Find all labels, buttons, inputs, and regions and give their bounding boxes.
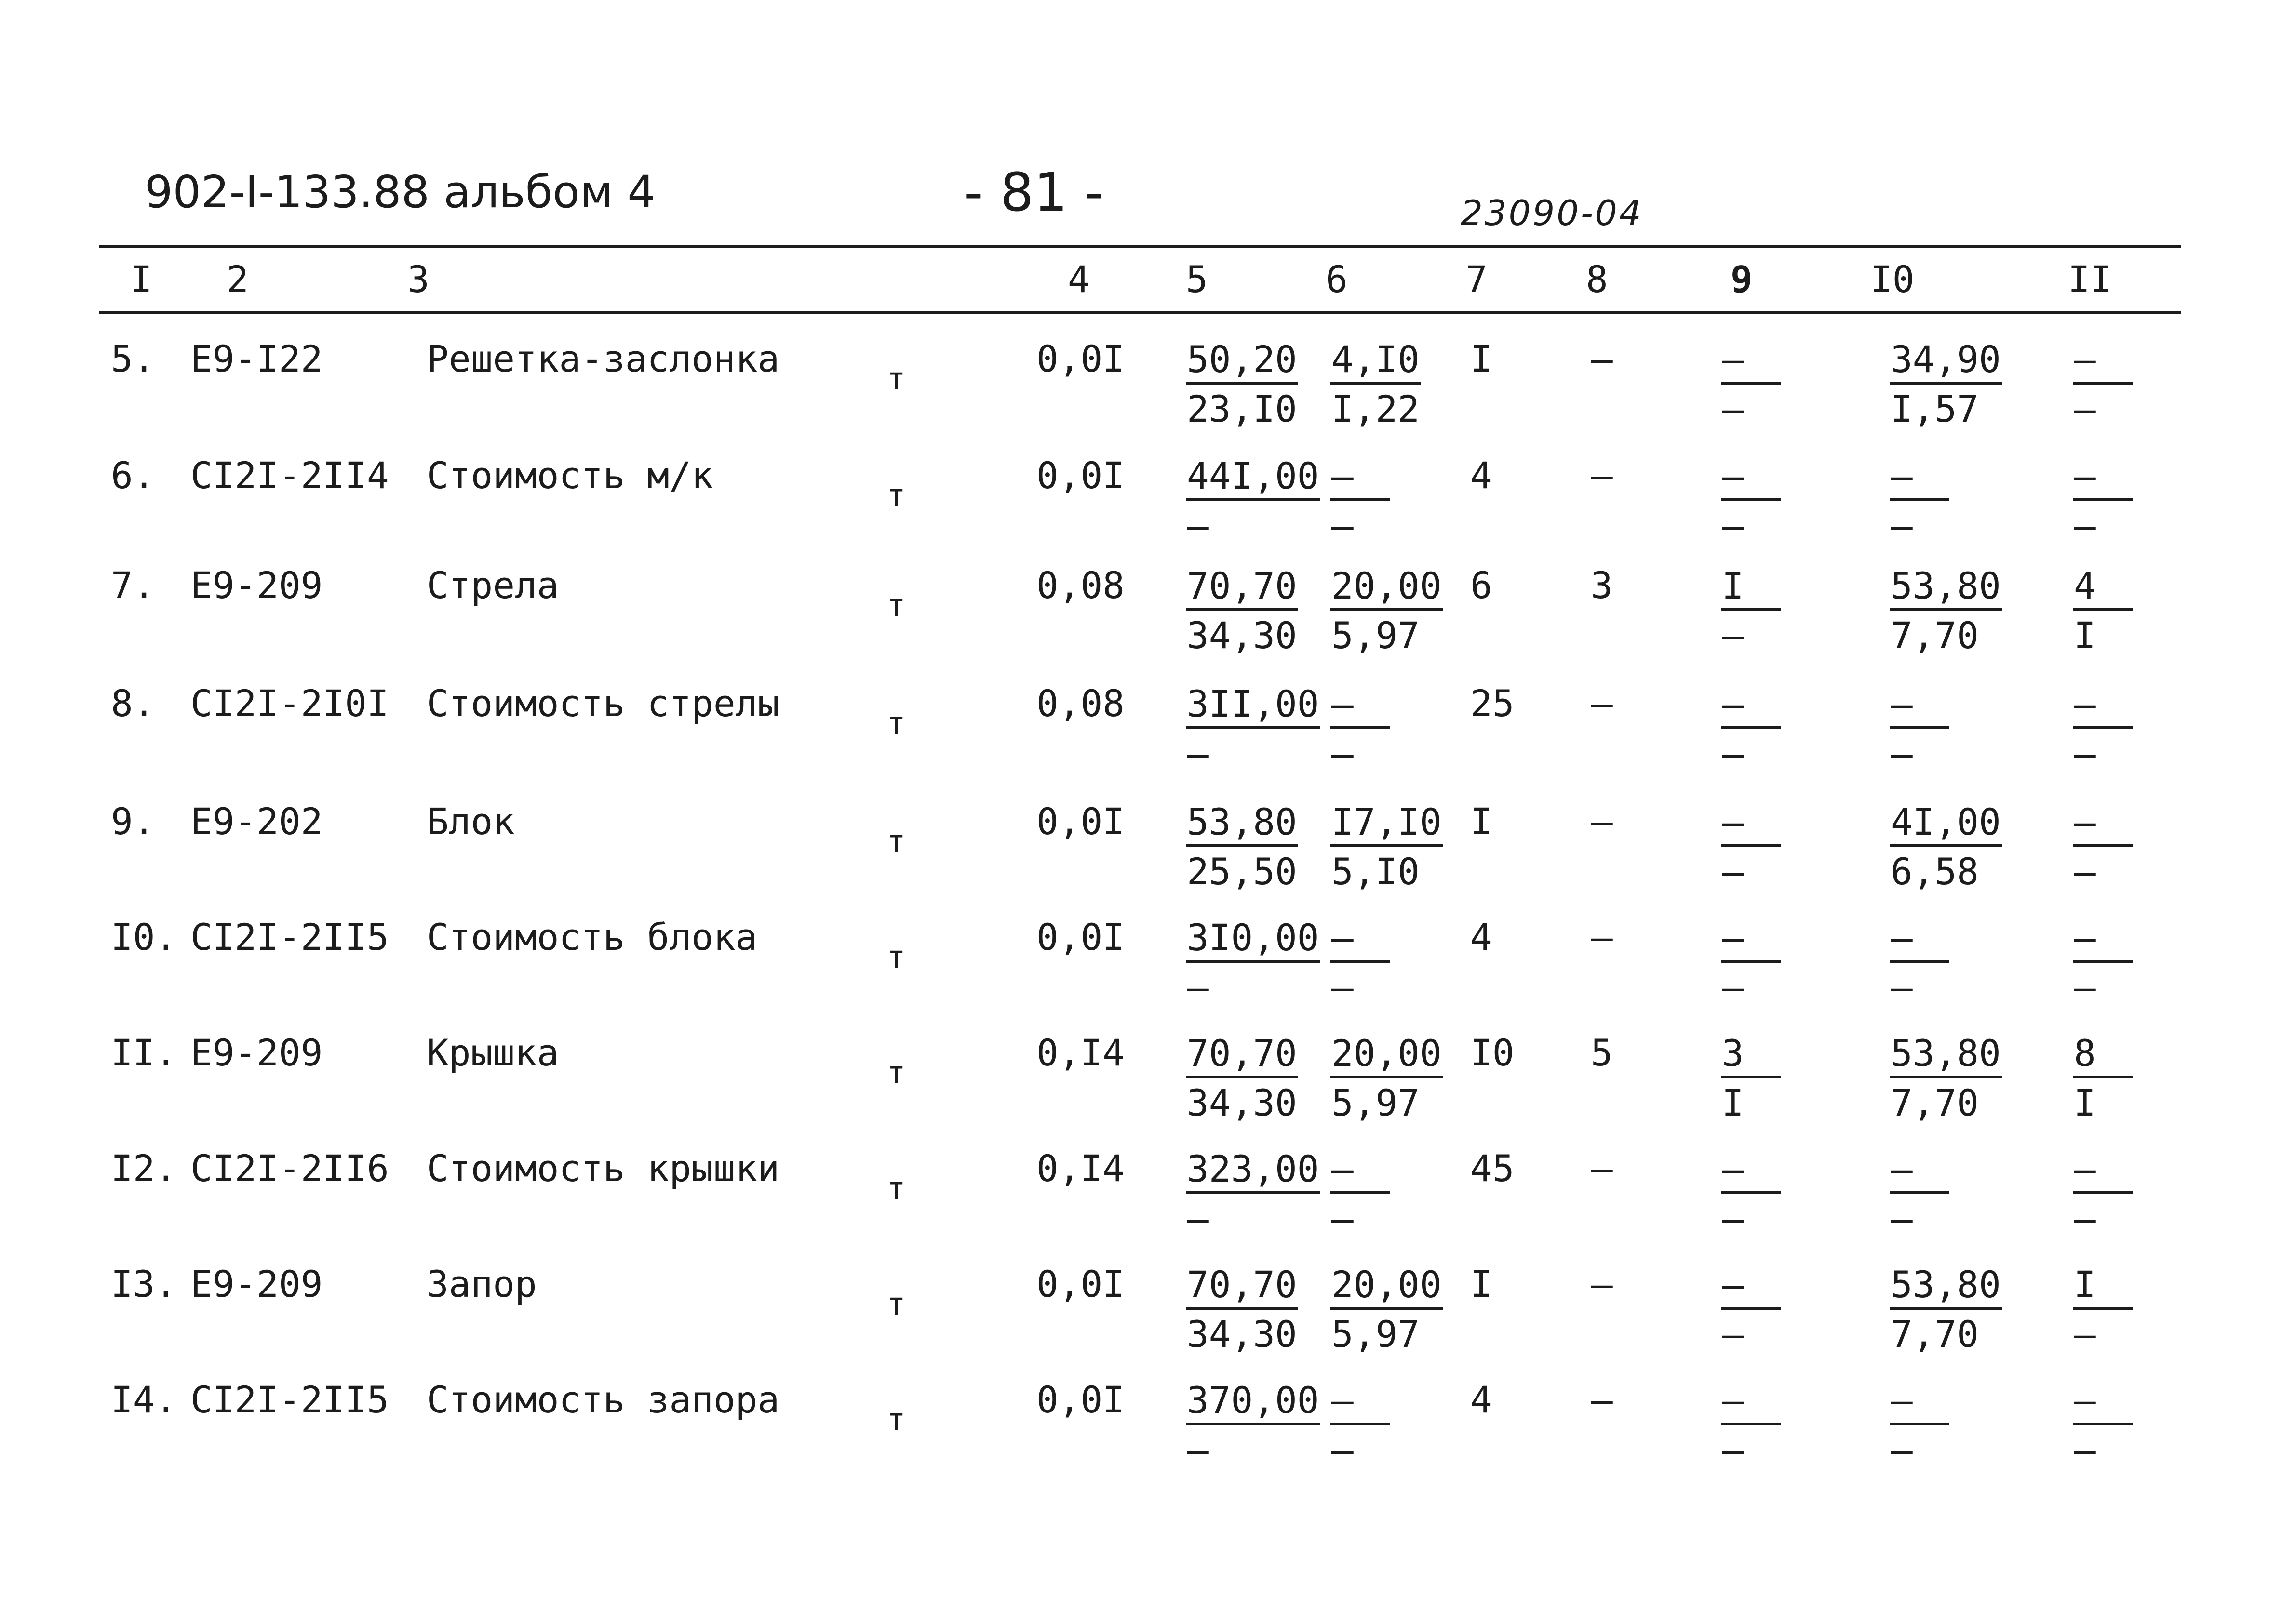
denominator: – [1722,614,1744,657]
fraction-c9 [1721,916,1781,1007]
column-7-value: 4 [1470,1378,1492,1421]
item-name: Запор [427,1263,537,1305]
table-row [0,1147,2282,1264]
column-header: 2 [227,258,249,301]
column-8-value: – [1591,337,1613,380]
denominator: – [1187,966,1209,1009]
fraction-c9 [1721,1263,1781,1354]
column-8-value: – [1591,800,1613,843]
quantity: 0,I4 [1036,1147,1125,1190]
quantity: 0,0I [1036,1263,1125,1305]
numerator: – [1890,1378,1949,1425]
denominator: I,57 [1891,387,1979,430]
fraction-c5 [1186,800,1298,892]
denominator: – [1891,504,1913,547]
denominator: 25,50 [1187,850,1297,893]
numerator: 20,00 [1330,564,1443,611]
denominator: – [2074,387,2096,430]
denominator: – [1722,387,1744,430]
numerator: 4 [2073,564,2133,611]
document-stamp: 23090-04 [1461,193,1643,233]
fraction-c5 [1186,454,1320,546]
quantity: 0,0I [1036,454,1125,497]
unit-of-measure: т [887,824,906,860]
column-header: I0 [1870,258,1915,301]
item-name: Стоимость м/к [427,454,713,497]
rate-code: CI2I-2I0I [190,682,389,725]
table-row [0,564,2282,680]
denominator: – [1722,1428,1744,1471]
numerator: 3 [1721,1031,1781,1078]
page-number: - 81 - [964,161,1104,223]
numerator: 3II,00 [1186,682,1320,729]
denominator: I,22 [1331,387,1420,430]
numerator: 4,I0 [1330,337,1421,385]
fraction-c10 [1890,337,2002,429]
unit-of-measure: т [887,706,906,742]
numerator: – [1330,682,1390,729]
fraction-c11 [2073,454,2133,546]
fraction-c5 [1186,564,1298,655]
column-header: 4 [1068,258,1090,301]
fraction-c6 [1330,1378,1390,1470]
numerator: – [1721,454,1781,501]
column-7-value: I0 [1470,1031,1515,1074]
table-row [0,337,2282,454]
denominator: – [1331,504,1354,547]
denominator: 34,30 [1187,1081,1297,1124]
numerator: – [1721,337,1781,385]
denominator: – [1891,1428,1913,1471]
fraction-c11 [2073,682,2133,773]
denominator: – [1722,1313,1744,1356]
fraction-c6 [1330,916,1390,1007]
rate-code: E9-202 [190,800,323,843]
item-name: Стоимость блока [427,916,758,958]
numerator: – [2073,1378,2133,1425]
numerator: I [1721,564,1781,611]
fraction-c11 [2073,1378,2133,1470]
denominator: I [2074,1081,2096,1124]
column-header: II [2068,258,2112,301]
row-number: 7. [111,564,155,607]
column-7-value: 6 [1470,564,1492,607]
numerator: – [1890,682,1949,729]
rate-code: E9-209 [190,1031,323,1074]
fraction-c10 [1890,454,1949,546]
fraction-c6 [1330,1263,1443,1354]
numerator: – [1721,1378,1781,1425]
denominator: 7,70 [1891,1081,1979,1124]
column-header: 7 [1465,258,1488,301]
rate-code: CI2I-2II5 [190,1378,389,1421]
numerator: I [2073,1263,2133,1310]
fraction-c5 [1186,1147,1320,1238]
denominator: – [1722,504,1744,547]
column-8-value: – [1591,1378,1613,1421]
numerator: 70,70 [1186,564,1298,611]
fraction-c9 [1721,337,1781,429]
document-code: 902-I-133.88 альбом 4 [145,166,656,218]
denominator: 7,70 [1891,614,1979,657]
denominator: 23,I0 [1187,387,1297,430]
numerator: 20,00 [1330,1031,1443,1078]
denominator: – [2074,504,2096,547]
column-8-value: – [1591,1263,1613,1305]
fraction-c5 [1186,682,1320,773]
table-row [0,800,2282,917]
fraction-c9 [1721,682,1781,773]
numerator: – [1721,1263,1781,1310]
denominator: 5,97 [1331,1081,1420,1124]
item-name: Стоимость запора [427,1378,780,1421]
table-header-rule [99,311,2181,314]
denominator: – [1187,732,1209,775]
fraction-c10 [1890,916,1949,1007]
rate-code: CI2I-2II6 [190,1147,389,1190]
denominator: 5,97 [1331,1313,1420,1356]
denominator: – [2074,732,2096,775]
unit-of-measure: т [887,1287,906,1322]
numerator: 70,70 [1186,1263,1298,1310]
table-row [0,916,2282,1032]
numerator: – [1330,454,1390,501]
unit-of-measure: т [887,478,906,514]
rate-code: E9-209 [190,564,323,607]
denominator: – [1331,1197,1354,1240]
rate-code: E9-209 [190,1263,323,1305]
denominator: – [1331,966,1354,1009]
unit-of-measure: т [887,361,906,397]
column-header: 3 [407,258,430,301]
numerator: – [1890,916,1949,963]
column-header: I [130,258,152,301]
item-name: Решетка-заслонка [427,337,780,380]
column-header: 9 [1731,258,1753,301]
numerator: – [1330,916,1390,963]
numerator: – [2073,916,2133,963]
quantity: 0,0I [1036,337,1125,380]
fraction-c9 [1721,454,1781,546]
column-8-value: – [1591,916,1613,958]
fraction-c6 [1330,1031,1443,1123]
numerator: – [2073,454,2133,501]
table-row [0,1031,2282,1148]
denominator: 5,I0 [1331,850,1420,893]
numerator: 20,00 [1330,1263,1443,1310]
fraction-c11 [2073,1147,2133,1238]
numerator: 370,00 [1186,1378,1320,1425]
table-row [0,1378,2282,1495]
column-7-value: I [1470,1263,1492,1305]
unit-of-measure: т [887,1171,906,1207]
table-top-rule [99,245,2181,248]
column-8-value: – [1591,682,1613,725]
numerator: – [2073,337,2133,385]
fraction-c11 [2073,564,2133,655]
table-row [0,454,2282,571]
fraction-c10 [1890,1378,1949,1470]
fraction-c9 [1721,1147,1781,1238]
denominator: – [1722,732,1744,775]
column-7-value: 4 [1470,454,1492,497]
column-header: 8 [1586,258,1608,301]
numerator: – [1890,454,1949,501]
numerator: 53,80 [1186,800,1298,847]
numerator: 53,80 [1890,564,2002,611]
denominator: – [2074,1197,2096,1240]
table-row [0,682,2282,799]
fraction-c10 [1890,564,2002,655]
row-number: 8. [111,682,155,725]
unit-of-measure: т [887,1402,906,1438]
numerator: – [1721,916,1781,963]
unit-of-measure: т [887,588,906,624]
numerator: 3I0,00 [1186,916,1320,963]
denominator: – [1331,732,1354,775]
row-number: 6. [111,454,155,497]
denominator: – [1187,1428,1209,1471]
fraction-c9 [1721,1031,1781,1123]
numerator: – [1330,1378,1390,1425]
numerator: 70,70 [1186,1031,1298,1078]
numerator: – [2073,800,2133,847]
fraction-c10 [1890,682,1949,773]
fraction-c11 [2073,1263,2133,1354]
denominator: – [1187,504,1209,547]
column-7-value: 45 [1470,1147,1515,1190]
rate-code: CI2I-2II4 [190,454,389,497]
denominator: – [1722,966,1744,1009]
quantity: 0,08 [1036,564,1125,607]
row-number: I3. [111,1263,177,1305]
unit-of-measure: т [887,940,906,975]
row-number: II. [111,1031,177,1074]
column-8-value: 5 [1591,1031,1613,1074]
numerator: – [1721,682,1781,729]
denominator: – [1722,850,1744,893]
fraction-c6 [1330,454,1390,546]
fraction-c6 [1330,564,1443,655]
fraction-c9 [1721,800,1781,892]
unit-of-measure: т [887,1055,906,1091]
fraction-c6 [1330,1147,1390,1238]
fraction-c11 [2073,337,2133,429]
denominator: 5,97 [1331,614,1420,657]
rate-code: E9-I22 [190,337,323,380]
fraction-c9 [1721,1378,1781,1470]
fraction-c11 [2073,1031,2133,1123]
item-name: Крышка [427,1031,559,1074]
fraction-c10 [1890,1031,2002,1123]
numerator: I7,I0 [1330,800,1443,847]
numerator: 4I,00 [1890,800,2002,847]
fraction-c5 [1186,916,1320,1007]
numerator: – [1330,1147,1390,1194]
row-number: I4. [111,1378,177,1421]
fraction-c11 [2073,800,2133,892]
denominator: – [2074,1313,2096,1356]
numerator: 8 [2073,1031,2133,1078]
fraction-c9 [1721,564,1781,655]
rate-code: CI2I-2II5 [190,916,389,958]
denominator: – [2074,850,2096,893]
column-8-value: – [1591,1147,1613,1190]
numerator: 53,80 [1890,1263,2002,1310]
numerator: – [1890,1147,1949,1194]
numerator: – [1721,800,1781,847]
fraction-c6 [1330,800,1443,892]
column-8-value: 3 [1591,564,1613,607]
fraction-c5 [1186,1031,1298,1123]
fraction-c5 [1186,337,1298,429]
denominator: – [1891,732,1913,775]
fraction-c5 [1186,1378,1320,1470]
denominator: – [2074,966,2096,1009]
numerator: 44I,00 [1186,454,1320,501]
row-number: I2. [111,1147,177,1190]
quantity: 0,0I [1036,1378,1125,1421]
row-number: 5. [111,337,155,380]
fraction-c5 [1186,1263,1298,1354]
fraction-c10 [1890,1147,1949,1238]
denominator: 34,30 [1187,614,1297,657]
denominator: – [1891,1197,1913,1240]
table-row [0,1263,2282,1379]
denominator: I [1722,1081,1744,1124]
column-header: 5 [1186,258,1208,301]
numerator: – [1721,1147,1781,1194]
numerator: 34,90 [1890,337,2002,385]
column-7-value: I [1470,800,1492,843]
item-name: Стоимость стрелы [427,682,780,725]
column-7-value: 25 [1470,682,1515,725]
quantity: 0,08 [1036,682,1125,725]
denominator: – [1331,1428,1354,1471]
denominator: 7,70 [1891,1313,1979,1356]
item-name: Блок [427,800,515,843]
numerator: 323,00 [1186,1147,1320,1194]
fraction-c6 [1330,337,1421,429]
row-number: I0. [111,916,177,958]
numerator: 50,20 [1186,337,1298,385]
numerator: – [2073,682,2133,729]
denominator: I [2074,614,2096,657]
row-number: 9. [111,800,155,843]
numerator: – [2073,1147,2133,1194]
quantity: 0,0I [1036,800,1125,843]
denominator: – [2074,1428,2096,1471]
numerator: 53,80 [1890,1031,2002,1078]
column-7-value: 4 [1470,916,1492,958]
denominator: – [1891,966,1913,1009]
column-8-value: – [1591,454,1613,497]
column-7-value: I [1470,337,1492,380]
fraction-c10 [1890,800,2002,892]
fraction-c10 [1890,1263,2002,1354]
quantity: 0,0I [1036,916,1125,958]
denominator: – [1187,1197,1209,1240]
item-name: Стоимость крышки [427,1147,780,1190]
denominator: 34,30 [1187,1313,1297,1356]
column-header: 6 [1326,258,1348,301]
quantity: 0,I4 [1036,1031,1125,1074]
fraction-c6 [1330,682,1390,773]
item-name: Стрела [427,564,559,607]
denominator: – [1722,1197,1744,1240]
fraction-c11 [2073,916,2133,1007]
denominator: 6,58 [1891,850,1979,893]
